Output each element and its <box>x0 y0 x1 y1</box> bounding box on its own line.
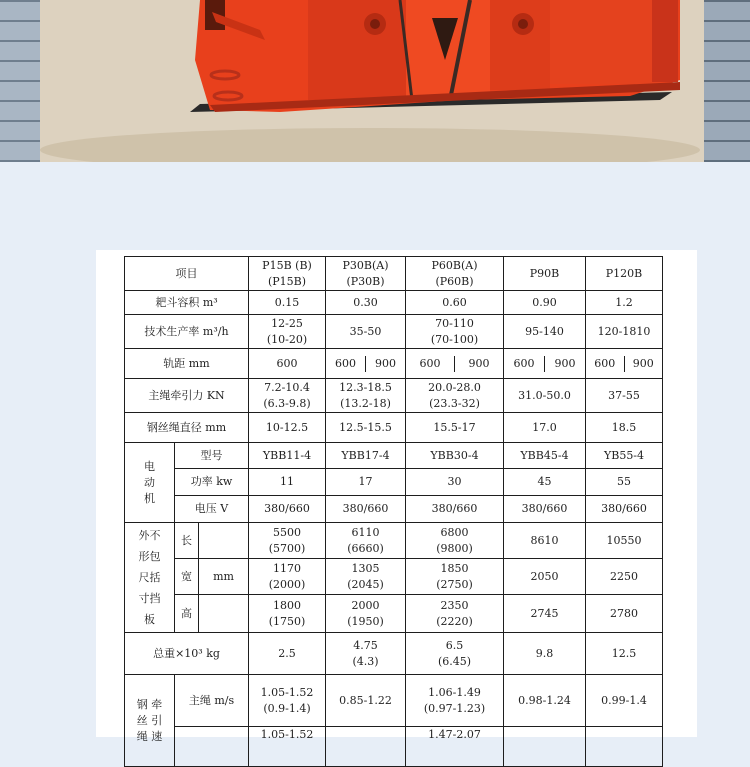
cell: 2000 (1950) <box>326 595 406 633</box>
cell-split: 600 900 <box>406 349 504 379</box>
motor-group-label: 电 动 机 <box>125 443 175 523</box>
width-unit: mm <box>199 559 249 595</box>
cell <box>504 727 586 767</box>
bucket-label: 耙斗容积 m³ <box>125 291 249 315</box>
main-rope-label: 主绳 m/s <box>175 675 249 727</box>
cell: 70-110 (70-100) <box>406 315 504 349</box>
cell: 1.05-1.52 <box>249 727 326 767</box>
spec-table <box>124 256 663 767</box>
model-header: P30B(A) (P30B) <box>326 257 406 291</box>
rope-dia-row <box>125 413 663 443</box>
cell <box>326 727 406 767</box>
cell: 2.5 <box>249 633 326 675</box>
motor-voltage-row <box>125 496 663 523</box>
product-photo <box>40 0 704 162</box>
scraper-loader-illustration <box>40 0 704 162</box>
productivity-row <box>125 315 663 349</box>
cell: 20.0-28.0 (23.3-32) <box>406 379 504 413</box>
length-label: 长 <box>175 523 199 559</box>
cell: 12.3-18.5 (13.2-18) <box>326 379 406 413</box>
cell: 6.5 (6.45) <box>406 633 504 675</box>
cell: 0.90 <box>504 291 586 315</box>
height-row <box>125 595 663 633</box>
model-header: P120B <box>586 257 663 291</box>
cell: 0.15 <box>249 291 326 315</box>
cell: 12.5 <box>586 633 663 675</box>
cell: 380/660 <box>586 496 663 523</box>
cell: 17.0 <box>504 413 586 443</box>
dims-group-label: 外不 形包 尺括 寸挡 板 <box>125 523 175 633</box>
cell: 8610 <box>504 523 586 559</box>
pavement-right <box>704 0 750 162</box>
cell: 95-140 <box>504 315 586 349</box>
cell: 1850 (2750) <box>406 559 504 595</box>
cell: 37-55 <box>586 379 663 413</box>
width-row <box>125 559 663 595</box>
motor-power-label: 功率 kw <box>175 469 249 496</box>
cell: 380/660 <box>326 496 406 523</box>
cell: 2780 <box>586 595 663 633</box>
motor-power-row <box>125 469 663 496</box>
blank-cell <box>199 523 249 559</box>
header-row <box>125 257 663 291</box>
cell: 0.98-1.24 <box>504 675 586 727</box>
cell: 7.2-10.4 (6.3-9.8) <box>249 379 326 413</box>
motor-model-row <box>125 443 663 469</box>
model-header: P60B(A) (P60B) <box>406 257 504 291</box>
cell: YBB11-4 <box>249 443 326 469</box>
blank-cell <box>175 727 249 767</box>
cell: 1.2 <box>586 291 663 315</box>
cell: YBB17-4 <box>326 443 406 469</box>
cell: 31.0-50.0 <box>504 379 586 413</box>
model-header: P15B (B) (P15B) <box>249 257 326 291</box>
cell: 600 <box>249 349 326 379</box>
cell: 9.8 <box>504 633 586 675</box>
cell: 1.06-1.49 (0.97-1.23) <box>406 675 504 727</box>
cell: 380/660 <box>504 496 586 523</box>
cell: 6800 (9800) <box>406 523 504 559</box>
cell: 1.05-1.52 (0.9-1.4) <box>249 675 326 727</box>
cell: 1800 (1750) <box>249 595 326 633</box>
cell: 10550 <box>586 523 663 559</box>
cell: 0.60 <box>406 291 504 315</box>
cell: 45 <box>504 469 586 496</box>
motor-voltage-label: 电压 V <box>175 496 249 523</box>
cell: 4.75 (4.3) <box>326 633 406 675</box>
pavement-left <box>0 0 40 162</box>
item-header: 项目 <box>125 257 249 291</box>
product-photo-band <box>0 0 750 162</box>
cell-split: 600 900 <box>504 349 586 379</box>
cell: 12-25 (10-20) <box>249 315 326 349</box>
cell: 1170 (2000) <box>249 559 326 595</box>
rope-speed-group-label: 钢 牵 丝 引 绳 速 <box>125 675 175 767</box>
cell: 12.5-15.5 <box>326 413 406 443</box>
gauge-row <box>125 349 663 379</box>
productivity-label: 技术生产率 m³/h <box>125 315 249 349</box>
cell: 380/660 <box>406 496 504 523</box>
blank-cell <box>199 595 249 633</box>
pull-label: 主绳牵引力 KN <box>125 379 249 413</box>
cell: 2745 <box>504 595 586 633</box>
motor-model-label: 型号 <box>175 443 249 469</box>
cell: 55 <box>586 469 663 496</box>
cell: 35-50 <box>326 315 406 349</box>
cell-split: 600 900 <box>586 349 663 379</box>
length-row <box>125 523 663 559</box>
cell: 5500 (5700) <box>249 523 326 559</box>
cell: 2350 (2220) <box>406 595 504 633</box>
cell: 0.99-1.4 <box>586 675 663 727</box>
cell: 0.30 <box>326 291 406 315</box>
cell: 120-1810 <box>586 315 663 349</box>
cell: 15.5-17 <box>406 413 504 443</box>
gauge-label: 轨距 mm <box>125 349 249 379</box>
cell: 11 <box>249 469 326 496</box>
cell: YBB30-4 <box>406 443 504 469</box>
cell: 18.5 <box>586 413 663 443</box>
next-rope-row <box>125 727 663 767</box>
height-label: 高 <box>175 595 199 633</box>
cell: 1305 (2045) <box>326 559 406 595</box>
cell: YB55-4 <box>586 443 663 469</box>
pull-row <box>125 379 663 413</box>
cell: 380/660 <box>249 496 326 523</box>
cell: 17 <box>326 469 406 496</box>
width-label: 宽 <box>175 559 199 595</box>
cell: 0.85-1.22 <box>326 675 406 727</box>
main-rope-row <box>125 675 663 727</box>
cell: 30 <box>406 469 504 496</box>
cell: 2050 <box>504 559 586 595</box>
cell: YBB45-4 <box>504 443 586 469</box>
weight-label: 总重×10³ kg <box>125 633 249 675</box>
rope-dia-label: 钢丝绳直径 mm <box>125 413 249 443</box>
weight-row <box>125 633 663 675</box>
cell: 6110 (6660) <box>326 523 406 559</box>
bucket-row <box>125 291 663 315</box>
cell: 1.47-2.07 <box>406 727 504 767</box>
cell-split: 600 900 <box>326 349 406 379</box>
cell: 10-12.5 <box>249 413 326 443</box>
cell <box>586 727 663 767</box>
model-header: P90B <box>504 257 586 291</box>
cell: 2250 <box>586 559 663 595</box>
